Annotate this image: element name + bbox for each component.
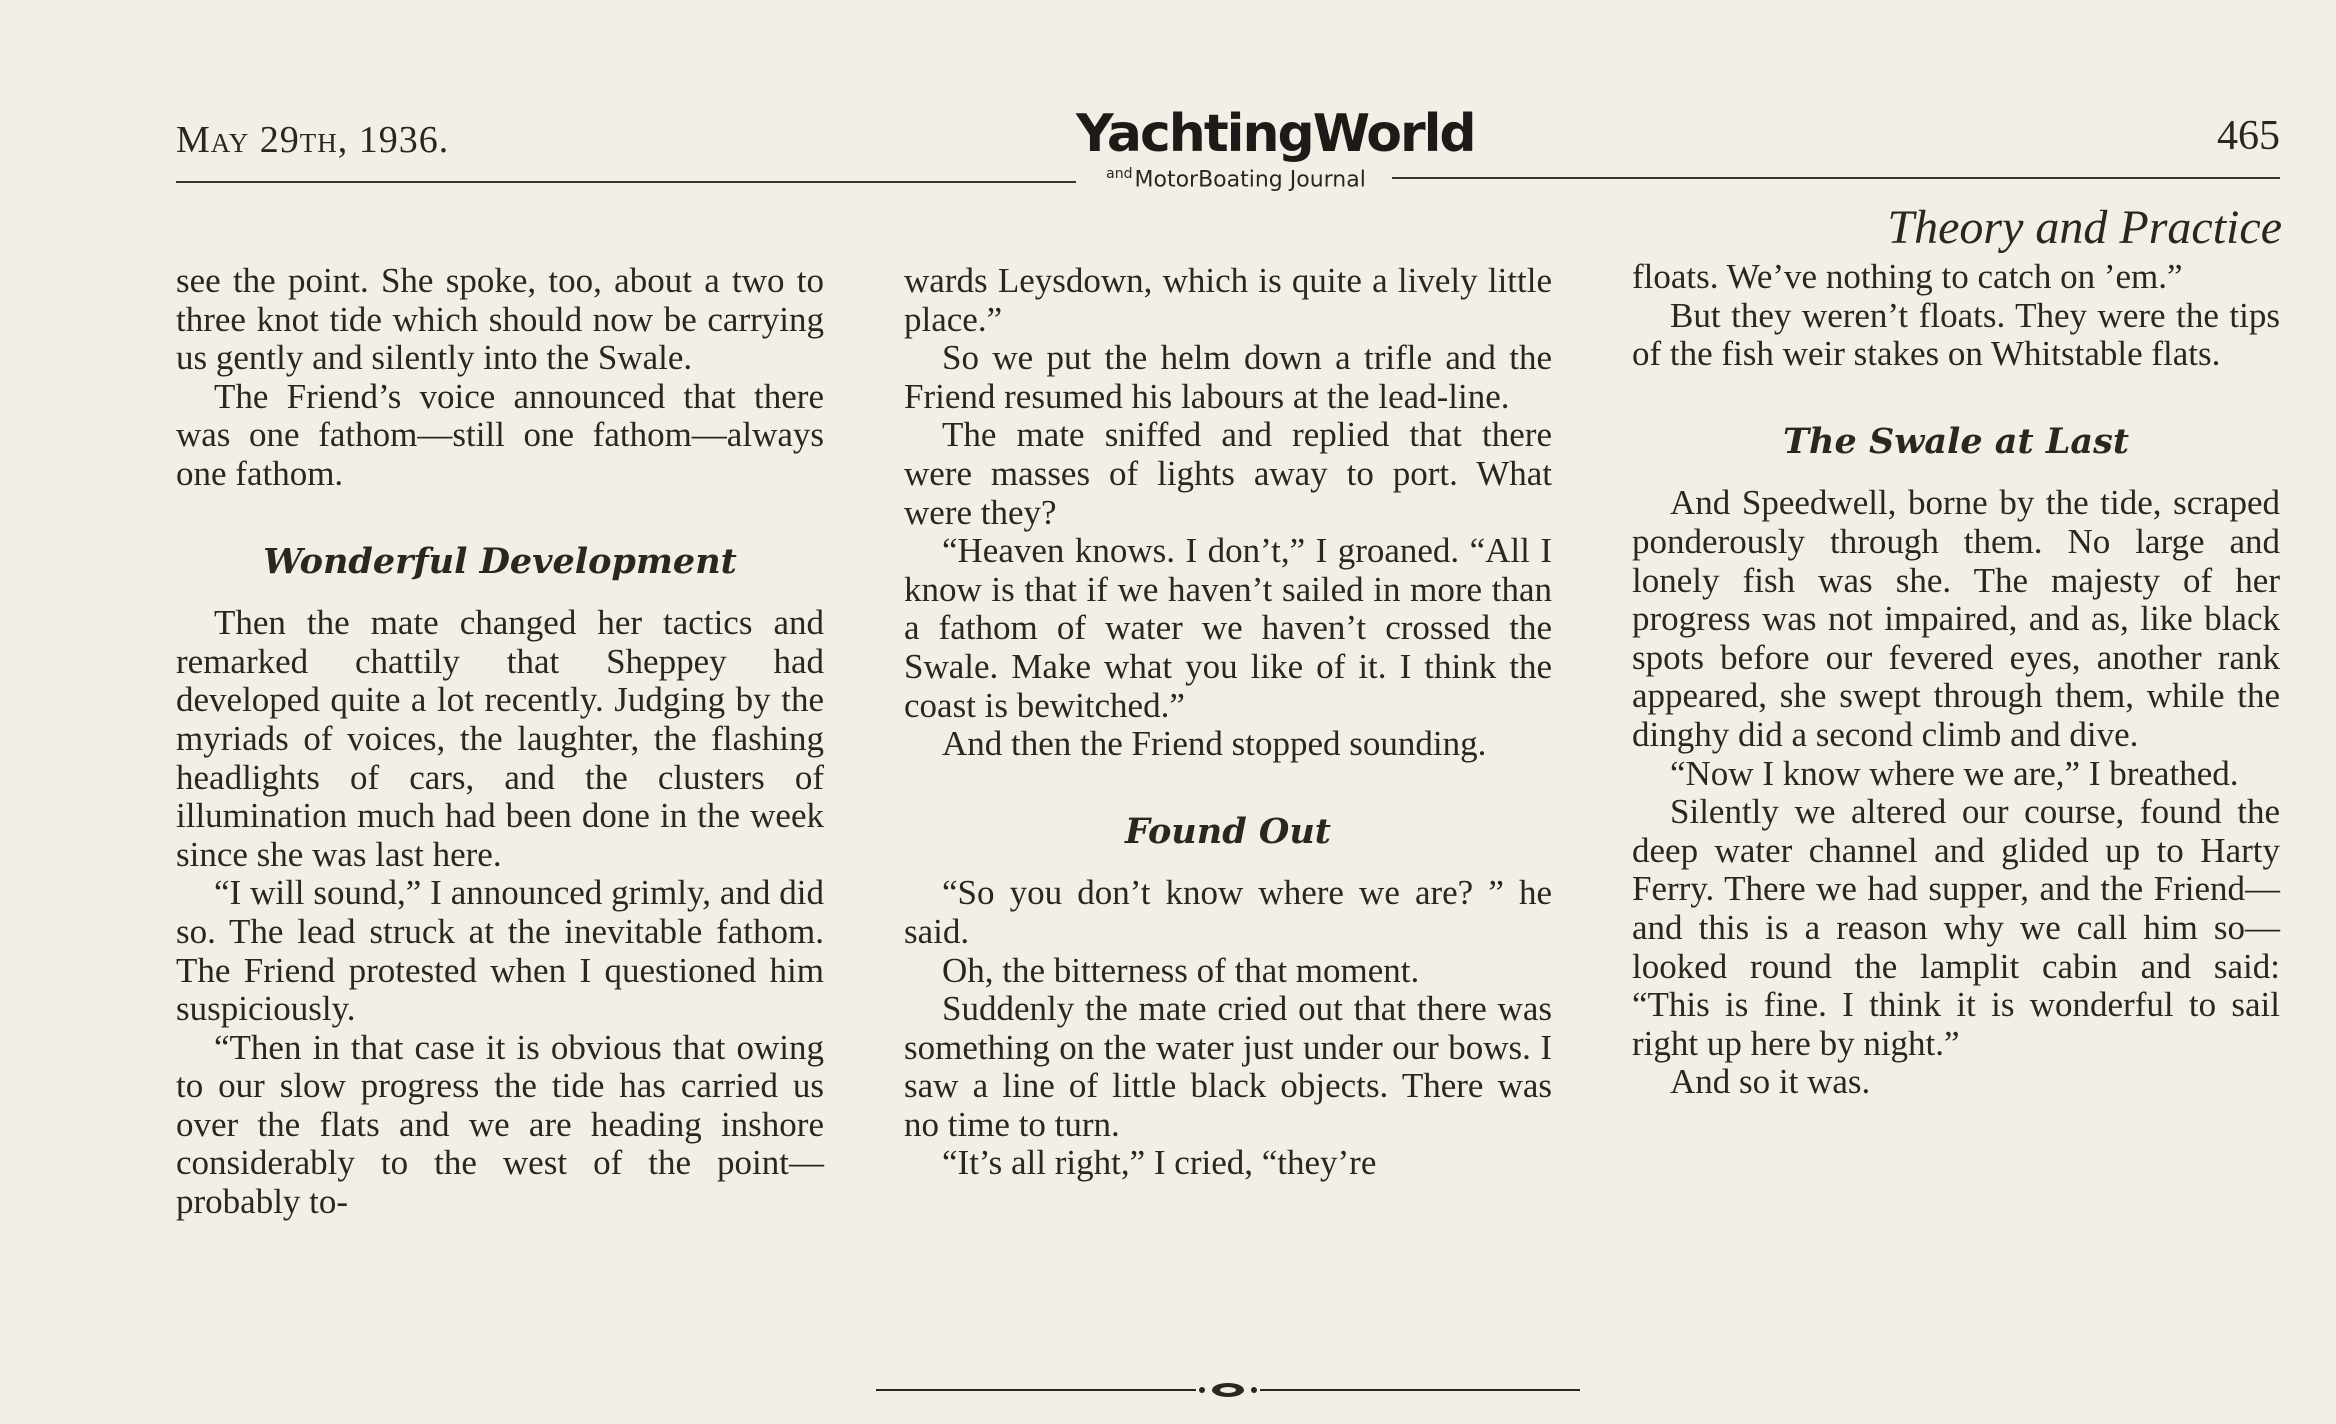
logo-subtitle-text: MotorBoating Journal <box>1134 167 1366 193</box>
section-heading: Wonderful Development <box>263 540 737 582</box>
paragraph: “Heaven knows. I don’t,” I groaned. “All I know is that if we haven’t sailed in more than a fathom of water we haven’t crossed the Swale. Make what you like of it. I think the coast is bewitched.” <box>904 531 1552 725</box>
paragraph: But they weren’t floats. They were the tips of the fish weir stakes on Whitstable flats. <box>1632 295 2280 374</box>
paragraph: Oh, the bitterness of that moment. <box>942 950 1420 990</box>
paragraph: see the point. She spoke, too, about a two to three knot tide which should now be carrying us gently and silently into the Swale. <box>176 261 824 378</box>
paragraph: Silently we altered our course, found the deep water channel and glided up to Harty Ferry. There we had supper, and the Friend—and this is a reason why we call him so—looked round the lamplit cabin and said: “This is fine. I think it is wonderful to sail right up here by night.” <box>1632 792 2280 1063</box>
paragraph: And so it was. <box>1670 1062 1871 1102</box>
paragraph: Suddenly the mate cried out that there was something on the water just under our bows. I saw a line of little black objects. There was no time to turn. <box>904 989 1552 1144</box>
paragraph: “Then in that case it is obvious that owing to our slow progress the tide has carried us over the flats and we are heading inshore considerably to the west of the point—probably to- <box>176 1027 824 1222</box>
paragraph: floats. We’ve nothing to catch on ’em.” <box>1632 257 2183 296</box>
paragraph: And then the Friend stopped sounding. <box>942 724 1487 764</box>
section-heading: Found Out <box>1125 810 1331 852</box>
paragraph: “I will sound,” I announced grimly, and did so. The lead struck at the inevitable fathom. The Friend protested when I questioned him suspiciously. <box>176 873 824 1029</box>
paragraph: “Now I know where we are,” I breathed. <box>1670 753 2239 793</box>
logo-subtitle <box>1076 166 1396 192</box>
paragraph: The mate sniffed and replied that there were masses of lights away to port. What were they? <box>904 415 1552 532</box>
section-label: Theory and Practice <box>1887 201 2282 254</box>
section-heading: The Swale at Last <box>1783 420 2129 462</box>
paragraph: wards Leysdown, which is quite a lively little place.” <box>904 261 1552 339</box>
header-rule-left <box>176 181 1076 183</box>
article-column-1 <box>176 262 824 1222</box>
paragraph: So we put the helm down a trifle and the Friend resumed his labours at the lead-line. <box>904 338 1552 416</box>
paragraph: And Speedwell, borne by the tide, scraped ponderously through them. No large and lonely fish was she. The majesty of her progress was not impaired, and as, like black spots before our fevered eyes, another rank appeared, she swept through them, while the dinghy did a second climb and dive. <box>1632 483 2280 754</box>
paragraph: Then the mate changed her tactics and remarked chattily that Sheppey had developed quite a lot recently. Judging by the myriads of voices, the laughter, the flashing headlights of cars, and the clusters of illumination much had been done in the week since she was last here. <box>176 603 824 874</box>
logo-and: and <box>1106 166 1133 182</box>
issue-date: May 29th, 1936. <box>176 119 450 161</box>
paragraph: “So you don’t know where we are? ” he said. <box>904 873 1552 951</box>
page-number: 465 <box>2217 113 2280 159</box>
logo-title: YachtingWorld <box>1076 104 1475 164</box>
publication-logo <box>1076 104 1475 193</box>
article-column-2 <box>904 262 1552 1183</box>
article-column-3 <box>1632 258 2280 1102</box>
paragraph: “It’s all right,” I cried, “they’re <box>942 1143 1377 1183</box>
ornamental-rule-icon <box>876 1380 1580 1400</box>
header-rule-right <box>1392 177 2280 179</box>
paragraph: The Friend’s voice announced that there was one fathom—still one fathom—always one fathom. <box>176 376 824 493</box>
